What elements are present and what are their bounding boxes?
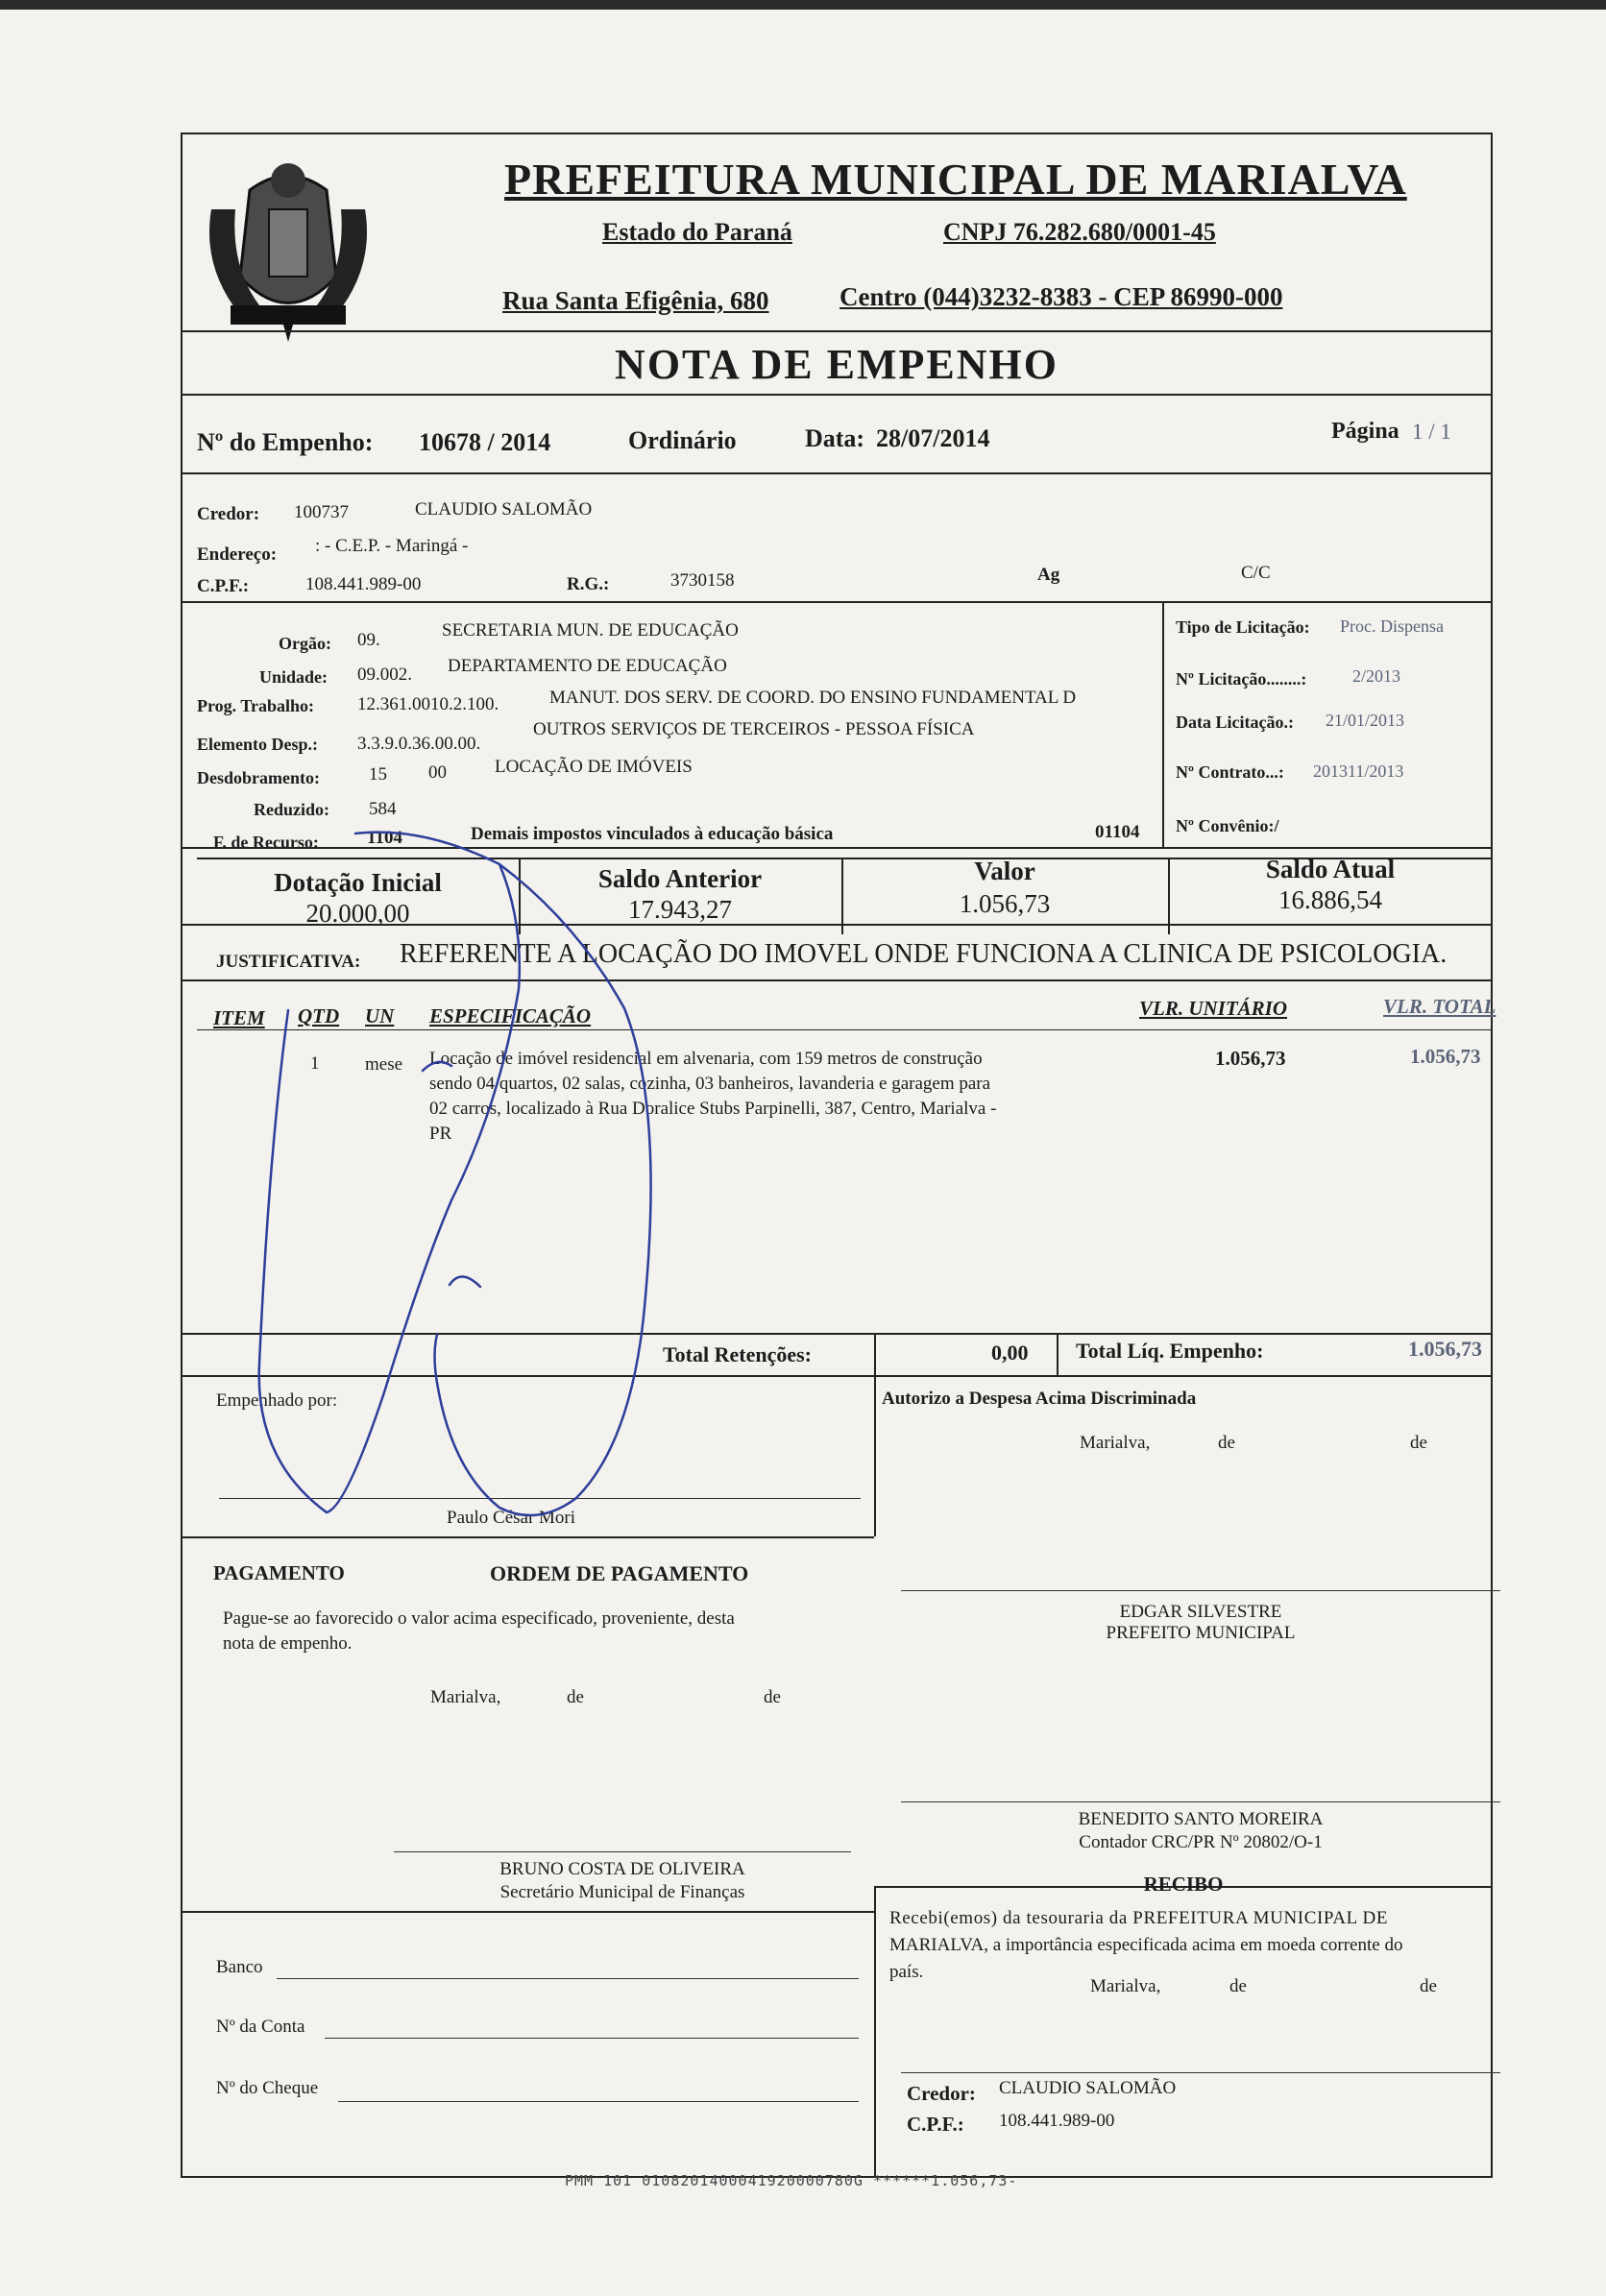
saldo-anterior-value: 17.943,27 [628,895,732,924]
conta-label: Nº da Conta [216,2017,305,2037]
credor-code: 100737 [294,502,349,522]
empenho-number: 10678 / 2014 [419,428,551,456]
recibo-credor-label: Credor: [907,2082,976,2105]
valor-label: Valor [974,857,1035,885]
cnpj-label: CNPJ 76.282.680/0001-45 [943,218,1216,246]
recibo-title: RECIBO [1143,1873,1224,1896]
item-un: mese [365,1054,403,1075]
footer-code: PMM 101 0108201400041920000780G ******1.056,73- [565,2172,1018,2189]
prog-trabalho-desc: MANUT. DOS SERV. DE COORD. DO ENSINO FUNDAMENTAL D [549,688,1077,708]
saldo-atual-value: 16.886,54 [1278,885,1382,914]
empenhado-autorizo-divider [874,1375,876,1536]
retencoes-label: Total Retenções: [663,1342,812,1366]
prog-trabalho-code: 12.361.0010.2.100. [357,694,499,714]
empenho-type: Ordinário [628,426,737,454]
contador-signature-line [901,1801,1500,1802]
totals-bottom-divider [181,1375,1493,1377]
contador-role: Contador CRC/PR Nº 20802/O-1 [1079,1832,1323,1852]
autorizo-de-2: de [1410,1433,1427,1453]
credor-label: Credor: [197,504,260,524]
ag-label: Ag [1037,565,1060,585]
cheque-line [338,2101,859,2102]
autorizo-place: Marialva, [1080,1433,1151,1453]
empenho-number-label: Nº do Empenho: [197,428,374,456]
tipo-licitacao-label: Tipo de Licitação: [1176,617,1310,637]
municipality-title: PREFEITURA MUNICIPAL DE MARIALVA [504,155,1407,204]
licitacao-divider [1162,601,1164,847]
retencoes-value: 0,00 [991,1341,1029,1365]
tipo-licitacao-value: Proc. Dispensa [1340,616,1444,636]
prefeito-role: PREFEITO MUNICIPAL [1106,1623,1296,1643]
district-phone-cep: Centro (044)3232-8383 - CEP 86990-000 [840,282,1283,311]
rg-label: R.G.: [567,574,610,594]
recibo-signature-line [901,2072,1500,2073]
cpf-value: 108.441.989-00 [305,574,422,594]
recurso-code: 1104 [367,828,402,848]
secretario-signature-line [394,1851,851,1852]
recibo-de-1: de [1229,1976,1247,1996]
valor-value: 1.056,73 [959,889,1051,918]
reduzido-value: 584 [369,799,397,819]
recurso-code-2: 01104 [1095,822,1140,842]
recibo-credor-name: CLAUDIO SALOMÃO [999,2078,1177,2098]
recibo-text [889,1905,1504,1986]
header-divider [181,330,1493,332]
bank-top-divider [181,1911,874,1913]
dotacao-top-divider [181,601,1493,603]
desdobramento-desc: LOCAÇÃO DE IMÓVEIS [495,757,693,777]
elemento-desc: OUTROS SERVIÇOS DE TERCEIROS - PESSOA FÍSICA [533,719,975,739]
saldo-atual-label: Saldo Atual [1265,855,1396,883]
orgao-code: 09. [357,630,380,650]
elemento-label: Elemento Desp.: [197,735,318,754]
pagamento-top-divider [181,1536,874,1538]
cpf-label: C.P.F.: [197,576,250,596]
item-spec [429,1047,996,1147]
page-label: Página [1331,419,1399,444]
col-especificacao: ESPECIFICAÇÃO [429,1004,592,1027]
recibo-text-line: país. [889,1962,924,1982]
address-value: : - C.E.P. - Maringá - [315,536,469,556]
page-number: 1 / 1 [1412,420,1451,444]
licitacao-date-value: 21/01/2013 [1326,711,1405,730]
totals-top-divider [181,1333,1493,1335]
pagamento-de-2: de [764,1687,781,1707]
desdobramento-label: Desdobramento: [197,768,320,787]
credor-top-divider [181,472,1493,474]
total-liq-label: Total Líq. Empenho: [1076,1339,1264,1363]
col-vlr-total: VLR. TOTAL [1383,995,1496,1018]
recurso-label: F. de Recurso: [213,833,319,852]
secretario-role: Secretário Municipal de Finanças [499,1882,745,1902]
banco-label: Banco [216,1957,263,1977]
autorizo-label: Autorizo a Despesa Acima Discriminada [882,1389,1197,1409]
empenhado-name: Paulo César Mori [447,1508,576,1528]
pagamento-label: PAGAMENTO [213,1561,345,1584]
justificativa-label: JUSTIFICATIVA: [216,952,361,972]
credor-name: CLAUDIO SALOMÃO [415,499,593,520]
saldo-anterior-label: Saldo Anterior [597,864,763,893]
orgao-label: Orgão: [279,634,331,653]
recibo-text-line: MARIALVA, a importância especificada acima em moeda corrente do [889,1935,1403,1955]
unidade-code: 09.002. [357,665,412,685]
scan-top-edge [0,0,1606,10]
recibo-left-divider [874,1886,876,2178]
col-item: ITEM [213,1006,265,1029]
contrato-label: Nº Contrato...: [1176,762,1284,782]
licitacao-number-label: Nº Licitação........: [1176,669,1307,689]
dotacao-inicial-value: 20.000,00 [305,899,410,928]
recibo-place: Marialva, [1090,1976,1161,1996]
elemento-code: 3.3.9.0.36.00.00. [357,734,481,754]
prefeito-name: EDGAR SILVESTRE [1119,1602,1282,1622]
unidade-name: DEPARTAMENTO DE EDUCAÇÃO [448,656,727,676]
contador-name: BENEDITO SANTO MOREIRA [1078,1809,1324,1829]
item-spec-line: sendo 04 quartos, 02 salas, cozinha, 03 banheiros, lavanderia e garagem para [429,1074,991,1094]
empenhado-signature-line [219,1498,861,1499]
pagamento-place: Marialva, [430,1687,501,1707]
convenio-label: Nº Convênio:/ [1176,816,1279,835]
totals-col-2 [1057,1333,1058,1375]
pagamento-text [223,1607,735,1656]
cc-label: C/C [1241,563,1271,583]
orgao-name: SECRETARIA MUN. DE EDUCAÇÃO [442,620,739,640]
item-qtd: 1 [310,1053,320,1074]
secretario-name: BRUNO COSTA DE OLIVEIRA [499,1859,745,1879]
recibo-cpf-label: C.P.F.: [907,2113,964,2136]
cheque-label: Nº do Cheque [216,2078,319,2098]
items-header-divider [197,1029,1493,1030]
licitacao-number-value: 2/2013 [1352,666,1401,686]
banco-line [277,1978,859,1979]
pagamento-de-1: de [567,1687,584,1707]
prog-trabalho-label: Prog. Trabalho: [197,696,315,715]
total-liq-value: 1.056,73 [1408,1337,1482,1361]
date-value: 28/07/2014 [876,424,990,452]
prefeito-signature-line [901,1590,1500,1591]
recurso-desc: Demais impostos vinculados à educação básica [471,824,834,844]
justificativa-top-divider [181,924,1493,926]
licitacao-date-label: Data Licitação.: [1176,713,1294,732]
col-un: UN [365,1004,395,1027]
recibo-cpf-value: 108.441.989-00 [999,2111,1115,2131]
contrato-value: 201311/2013 [1313,761,1404,781]
item-spec-line: Locação de imóvel residencial em alvenaria, com 159 metros de construção [429,1049,983,1069]
address-label: Endereço: [197,544,278,565]
title-divider [181,394,1493,396]
recibo-de-2: de [1420,1976,1437,1996]
empenhado-label: Empenhado por: [216,1390,338,1411]
unidade-label: Unidade: [259,667,328,687]
pagamento-text-line: Pague-se ao favorecido o valor acima especificado, proveniente, desta [223,1608,735,1629]
justificativa-text: REFERENTE A LOCAÇÃO DO IMOVEL ONDE FUNCIONA A CLINICA DE PSICOLOGIA. [400,939,1448,969]
item-total-value: 1.056,73 [1410,1045,1481,1068]
document-title: NOTA DE EMPENHO [615,341,1058,388]
crest-icon [192,152,384,344]
item-spec-line: PR [429,1124,452,1144]
date-label: Data: [805,424,865,452]
street-address: Rua Santa Efigênia, 680 [502,286,769,315]
saldos-top-divider [181,847,1493,849]
recibo-text-line: Recebi(emos) da tesouraria da PREFEITURA MUNICIPAL DE [889,1908,1389,1928]
conta-line [325,2038,859,2039]
state-label: Estado do Paraná [602,218,792,246]
ordem-pagamento-label: ORDEM DE PAGAMENTO [490,1561,749,1585]
dotacao-inicial-label: Dotação Inicial [274,868,442,897]
totals-col-1 [874,1333,876,1375]
desdobramento-code: 15 [369,764,387,785]
item-unit-value: 1.056,73 [1215,1047,1286,1070]
rg-value: 3730158 [670,570,735,591]
pagamento-text-line: nota de empenho. [223,1633,353,1654]
col-vlr-unitario: VLR. UNITÁRIO [1139,997,1288,1020]
autorizo-de-1: de [1218,1433,1235,1453]
col-qtd: QTD [298,1004,340,1027]
item-spec-line: 02 carros, localizado à Rua Doralice Stubs Parpinelli, 387, Centro, Marialva - [429,1099,997,1119]
reduzido-label: Reduzido: [254,800,330,819]
items-top-divider [181,979,1493,981]
desdobramento-sub: 00 [428,762,447,783]
